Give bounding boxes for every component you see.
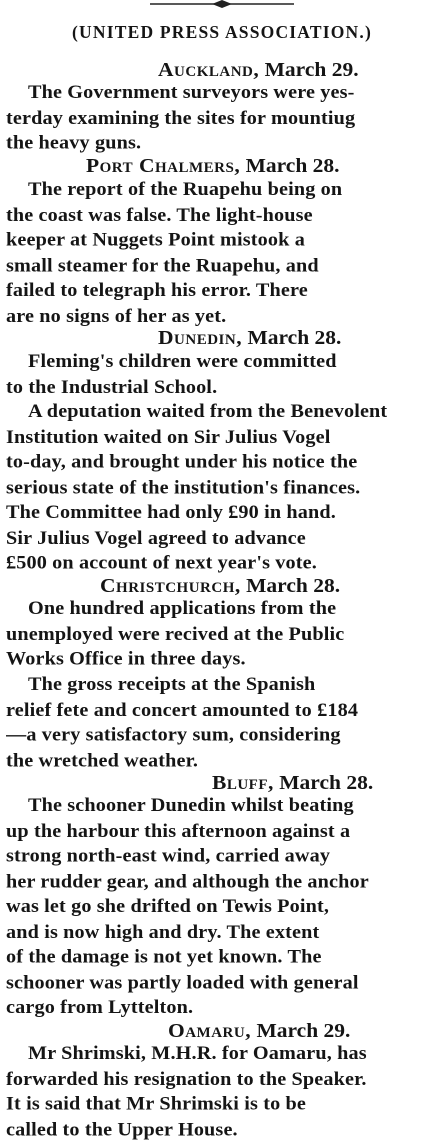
dateline-date: March 28.: [245, 154, 340, 178]
top-ornament-rule: [150, 0, 294, 8]
dateline-christchurch: [100, 573, 341, 597]
paragraph: [6, 80, 434, 156]
dateline-place: Auckland,: [158, 58, 260, 81]
text-line: the coast was false. The light-house: [6, 203, 313, 225]
dateline-auckland: [158, 60, 359, 80]
dateline-bluff: [212, 773, 373, 793]
text-line: called to the Upper House.: [6, 1118, 238, 1140]
text-line: failed to telegraph his error. There: [6, 279, 308, 301]
text-line: the wretched weather.: [6, 749, 199, 771]
text-line: schooner was partly loaded with general: [6, 971, 359, 993]
text-line: of the damage is not yet known. The: [6, 946, 322, 968]
text-line: The Government surveyors were yes-: [28, 82, 355, 104]
dateline-place: Bluff,: [212, 771, 274, 794]
text-line: the heavy guns.: [6, 132, 142, 154]
text-line: A deputation waited from the Benevolent: [28, 400, 388, 422]
paragraph: [6, 793, 434, 1020]
paragraph: [6, 1041, 434, 1142]
dateline-dunedin: [158, 328, 341, 348]
paragraph: [6, 596, 434, 672]
text-line: are no signs of her as yet.: [6, 304, 227, 326]
text-line: up the harbour this afternoon against a: [6, 820, 351, 842]
text-line: to-day, and brought under his notice the: [6, 451, 358, 473]
text-line: —a very satisfactory sum, considering: [6, 724, 341, 746]
paragraph: [6, 177, 434, 328]
text-line: strong north-east wind, carried away: [6, 845, 331, 867]
dateline-oamaru: [168, 1018, 351, 1042]
text-line: keeper at Nuggets Point mistook a: [6, 229, 305, 251]
paragraph: [6, 349, 434, 399]
dateline-date: March 28.: [279, 771, 374, 794]
dateline-date: March 28.: [246, 573, 341, 597]
text-line: cargo from Lyttelton.: [6, 997, 194, 1019]
dateline-place: Oamaru,: [168, 1018, 252, 1042]
text-line: Sir Julius Vogel agreed to advance: [6, 527, 306, 549]
text-line: serious state of the institution's finances.: [6, 476, 361, 498]
text-line: The report of the Ruapehu being on: [28, 178, 343, 200]
dateline-date: March 29.: [264, 58, 359, 81]
text-line: One hundred applications from the: [28, 598, 337, 620]
text-line: her rudder gear, and although the anchor: [6, 871, 369, 892]
text-line: £500 on account of next year's vote.: [6, 552, 317, 574]
text-line: relief fete and concert amounted to £184: [6, 699, 359, 721]
dateline-place: Port Chalmers,: [86, 154, 241, 178]
dateline-place: Christchurch,: [100, 573, 241, 597]
paragraph: [6, 399, 434, 576]
paragraph: [6, 672, 434, 773]
text-line: Works Office in three days.: [6, 648, 246, 670]
text-line: forwarded his resignation to the Speaker.: [6, 1068, 367, 1090]
agency-heading: (UNITED PRESS ASSOCIATION.): [72, 22, 372, 42]
text-line: and is now high and dry. The extent: [6, 921, 320, 943]
text-line: small steamer for the Ruapehu, and: [6, 254, 319, 276]
text-line: Fleming's children were committed: [28, 350, 337, 372]
text-line: Institution waited on Sir Julius Vogel: [6, 426, 331, 448]
text-line: The gross receipts at the Spanish: [28, 673, 316, 695]
text-line: to the Industrial School.: [6, 375, 218, 397]
dateline-port-chalmers: [86, 156, 340, 176]
text-line: The schooner Dunedin whilst beating: [28, 795, 354, 817]
dateline-date: March 28.: [247, 326, 342, 350]
text-line: It is said that Mr Shrimski is to be: [6, 1093, 307, 1115]
text-line: unemployed were recived at the Public: [6, 623, 345, 645]
text-line: was let go she drifted on Tewis Point,: [6, 896, 330, 918]
dateline-date: March 29.: [256, 1018, 351, 1042]
text-line: Mr Shrimski, M.H.R. for Oamaru, has: [28, 1042, 367, 1064]
text-line: The Committee had only £90 in hand.: [6, 501, 336, 523]
text-line: terday examining the sites for mountiug: [6, 107, 356, 129]
dateline-place: Dunedin,: [158, 326, 243, 350]
